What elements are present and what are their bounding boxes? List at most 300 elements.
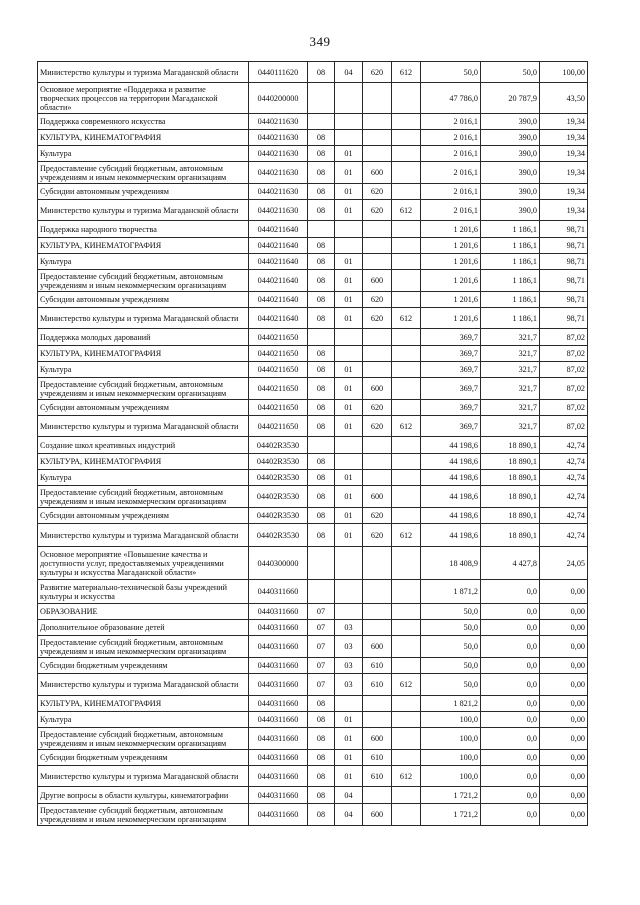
row-kosgu: 612: [392, 62, 421, 83]
row-name: Министерство культуры и туризма Магаданской области: [38, 308, 249, 329]
table-row: [38, 712, 588, 728]
row-section: 08: [308, 200, 335, 221]
row-subsection: [335, 437, 363, 454]
row-planned-amount: 44 198,6: [421, 486, 481, 508]
row-actual-amount: 390,0: [481, 146, 540, 162]
row-name: Предоставление субсидий бюджетным, автономным учреждениям и иным некоммерческим организациям: [38, 378, 249, 400]
row-name: Министерство культуры и туризма Магаданской области: [38, 416, 249, 437]
row-subsection: 01: [335, 200, 363, 221]
row-expense-type: 620: [363, 524, 392, 547]
row-expense-type: 600: [363, 378, 392, 400]
row-section: [308, 329, 335, 346]
row-subsection: 01: [335, 766, 363, 787]
row-planned-amount: 44 198,6: [421, 470, 481, 486]
row-code: 0440211650: [249, 362, 308, 378]
row-actual-amount: 20 787,9: [481, 83, 540, 114]
row-code: 0440211630: [249, 114, 308, 130]
row-actual-amount: 390,0: [481, 114, 540, 130]
row-percent: 0,00: [540, 658, 588, 674]
row-section: 08: [308, 750, 335, 766]
row-name: Культура: [38, 362, 249, 378]
row-name: Предоставление субсидий бюджетным, автономным учреждениям и иным некоммерческим организациям: [38, 162, 249, 184]
row-percent: 87,02: [540, 346, 588, 362]
row-section: 07: [308, 636, 335, 658]
row-kosgu: 612: [392, 524, 421, 547]
row-percent: 0,00: [540, 696, 588, 712]
row-kosgu: [392, 750, 421, 766]
row-actual-amount: 1 186,1: [481, 308, 540, 329]
row-actual-amount: 1 186,1: [481, 270, 540, 292]
table-row: [38, 83, 588, 114]
row-kosgu: [392, 787, 421, 804]
row-name: КУЛЬТУРА, КИНЕМАТОГРАФИЯ: [38, 130, 249, 146]
row-planned-amount: 50,0: [421, 62, 481, 83]
row-section: 08: [308, 766, 335, 787]
row-actual-amount: 390,0: [481, 200, 540, 221]
budget-table: [37, 61, 588, 826]
row-subsection: 03: [335, 636, 363, 658]
row-subsection: [335, 329, 363, 346]
row-name: Дополнительное образование детей: [38, 620, 249, 636]
row-section: 08: [308, 787, 335, 804]
row-code: 04402R3530: [249, 524, 308, 547]
row-code: 0440311660: [249, 580, 308, 604]
row-section: 08: [308, 400, 335, 416]
table-row: [38, 674, 588, 696]
row-expense-type: [363, 580, 392, 604]
row-percent: 0,00: [540, 787, 588, 804]
row-subsection: 01: [335, 400, 363, 416]
row-expense-type: [363, 83, 392, 114]
row-kosgu: [392, 658, 421, 674]
row-subsection: [335, 114, 363, 130]
row-expense-type: 620: [363, 184, 392, 200]
row-expense-type: [363, 362, 392, 378]
row-expense-type: [363, 130, 392, 146]
row-code: 0440211650: [249, 400, 308, 416]
row-expense-type: 620: [363, 508, 392, 524]
row-section: [308, 547, 335, 580]
row-expense-type: 610: [363, 750, 392, 766]
row-percent: 19,34: [540, 114, 588, 130]
row-kosgu: [392, 620, 421, 636]
row-percent: 98,71: [540, 308, 588, 329]
row-actual-amount: 321,7: [481, 346, 540, 362]
row-subsection: [335, 83, 363, 114]
row-kosgu: 612: [392, 766, 421, 787]
row-code: 0440211650: [249, 329, 308, 346]
row-percent: 98,71: [540, 238, 588, 254]
row-code: 0440211630: [249, 146, 308, 162]
row-kosgu: [392, 362, 421, 378]
row-code: 0440311660: [249, 620, 308, 636]
row-subsection: 01: [335, 292, 363, 308]
row-code: 0440211640: [249, 270, 308, 292]
row-expense-type: 600: [363, 270, 392, 292]
row-planned-amount: 100,0: [421, 766, 481, 787]
table-row: [38, 292, 588, 308]
row-name: Основное мероприятие «Поддержка и развитие творческих процессов на территории Магаданской области»: [38, 83, 249, 114]
row-kosgu: [392, 636, 421, 658]
row-actual-amount: 4 427,8: [481, 547, 540, 580]
row-subsection: 03: [335, 620, 363, 636]
row-section: 08: [308, 728, 335, 750]
row-percent: 42,74: [540, 508, 588, 524]
row-planned-amount: 1 201,6: [421, 238, 481, 254]
row-kosgu: [392, 378, 421, 400]
row-expense-type: 610: [363, 674, 392, 696]
row-subsection: [335, 346, 363, 362]
row-planned-amount: 369,7: [421, 362, 481, 378]
row-kosgu: 612: [392, 308, 421, 329]
table-row: [38, 162, 588, 184]
table-row: [38, 200, 588, 221]
row-code: 0440311660: [249, 636, 308, 658]
row-code: 04402R3530: [249, 486, 308, 508]
row-name: ОБРАЗОВАНИЕ: [38, 604, 249, 620]
row-subsection: 01: [335, 378, 363, 400]
row-name: Поддержка молодых дарований: [38, 329, 249, 346]
row-percent: 0,00: [540, 712, 588, 728]
row-subsection: 03: [335, 658, 363, 674]
row-section: 07: [308, 658, 335, 674]
row-section: 08: [308, 308, 335, 329]
row-kosgu: [392, 83, 421, 114]
row-kosgu: [392, 437, 421, 454]
row-expense-type: 600: [363, 486, 392, 508]
table-row: [38, 470, 588, 486]
row-subsection: 01: [335, 270, 363, 292]
row-section: 08: [308, 62, 335, 83]
row-percent: 0,00: [540, 620, 588, 636]
row-code: 0440111620: [249, 62, 308, 83]
row-code: 0440211640: [249, 292, 308, 308]
row-planned-amount: 2 016,1: [421, 146, 481, 162]
row-section: 07: [308, 674, 335, 696]
table-row: [38, 400, 588, 416]
row-name: Субсидии бюджетным учреждениям: [38, 750, 249, 766]
row-code: 0440211650: [249, 378, 308, 400]
row-section: 08: [308, 416, 335, 437]
row-name: Создание школ креативных индустрий: [38, 437, 249, 454]
row-subsection: 01: [335, 470, 363, 486]
row-subsection: 01: [335, 362, 363, 378]
row-expense-type: 620: [363, 308, 392, 329]
row-kosgu: [392, 470, 421, 486]
row-kosgu: [392, 454, 421, 470]
row-name: Министерство культуры и туризма Магаданской области: [38, 62, 249, 83]
row-kosgu: [392, 508, 421, 524]
row-subsection: 04: [335, 804, 363, 826]
row-subsection: 01: [335, 416, 363, 437]
row-expense-type: [363, 547, 392, 580]
row-kosgu: [392, 270, 421, 292]
table-row: [38, 346, 588, 362]
row-name: КУЛЬТУРА, КИНЕМАТОГРАФИЯ: [38, 696, 249, 712]
row-expense-type: [363, 696, 392, 712]
table-row: [38, 146, 588, 162]
row-percent: 100,00: [540, 62, 588, 83]
row-expense-type: 600: [363, 636, 392, 658]
row-kosgu: [392, 400, 421, 416]
row-expense-type: [363, 254, 392, 270]
row-planned-amount: 1 721,2: [421, 804, 481, 826]
row-expense-type: [363, 238, 392, 254]
row-planned-amount: 1 721,2: [421, 787, 481, 804]
row-section: 08: [308, 508, 335, 524]
row-name: Субсидии автономным учреждениям: [38, 184, 249, 200]
row-expense-type: 600: [363, 728, 392, 750]
table-row: [38, 766, 588, 787]
row-planned-amount: 2 016,1: [421, 114, 481, 130]
row-name: КУЛЬТУРА, КИНЕМАТОГРАФИЯ: [38, 346, 249, 362]
row-section: 08: [308, 524, 335, 547]
row-percent: 19,34: [540, 146, 588, 162]
row-subsection: 01: [335, 162, 363, 184]
table-row: [38, 454, 588, 470]
row-code: 0440211640: [249, 221, 308, 238]
row-percent: 0,00: [540, 604, 588, 620]
row-planned-amount: 44 198,6: [421, 524, 481, 547]
row-planned-amount: 100,0: [421, 728, 481, 750]
table-row: [38, 636, 588, 658]
row-actual-amount: 321,7: [481, 400, 540, 416]
table-row: [38, 620, 588, 636]
table-row: [38, 130, 588, 146]
row-name: Культура: [38, 254, 249, 270]
row-section: [308, 437, 335, 454]
row-code: 0440211650: [249, 346, 308, 362]
row-actual-amount: 50,0: [481, 62, 540, 83]
row-expense-type: 620: [363, 292, 392, 308]
row-actual-amount: 0,0: [481, 604, 540, 620]
row-percent: 0,00: [540, 766, 588, 787]
row-percent: 43,50: [540, 83, 588, 114]
table-row: [38, 486, 588, 508]
row-actual-amount: 18 890,1: [481, 454, 540, 470]
row-planned-amount: 1 201,6: [421, 292, 481, 308]
row-section: 08: [308, 270, 335, 292]
table-row: [38, 696, 588, 712]
row-kosgu: [392, 162, 421, 184]
row-kosgu: 612: [392, 200, 421, 221]
row-planned-amount: 44 198,6: [421, 437, 481, 454]
row-code: 04402R3530: [249, 454, 308, 470]
row-name: Предоставление субсидий бюджетным, автономным учреждениям и иным некоммерческим организациям: [38, 270, 249, 292]
row-code: 0440211650: [249, 416, 308, 437]
table-row: [38, 508, 588, 524]
row-subsection: 01: [335, 486, 363, 508]
row-code: 0440211640: [249, 308, 308, 329]
table-row: [38, 270, 588, 292]
row-kosgu: [392, 184, 421, 200]
row-actual-amount: 0,0: [481, 696, 540, 712]
row-percent: 87,02: [540, 378, 588, 400]
table-row: [38, 750, 588, 766]
row-subsection: [335, 547, 363, 580]
row-subsection: 01: [335, 728, 363, 750]
row-code: 0440311660: [249, 696, 308, 712]
row-code: 0440311660: [249, 604, 308, 620]
row-section: [308, 580, 335, 604]
row-percent: 42,74: [540, 486, 588, 508]
row-planned-amount: 1 821,2: [421, 696, 481, 712]
row-section: 08: [308, 486, 335, 508]
row-expense-type: [363, 712, 392, 728]
row-percent: 19,34: [540, 200, 588, 221]
row-expense-type: [363, 346, 392, 362]
row-code: 0440211630: [249, 162, 308, 184]
row-planned-amount: 369,7: [421, 400, 481, 416]
row-kosgu: [392, 292, 421, 308]
row-expense-type: [363, 437, 392, 454]
row-actual-amount: 18 890,1: [481, 524, 540, 547]
row-percent: 87,02: [540, 416, 588, 437]
row-code: 0440311660: [249, 766, 308, 787]
row-section: 07: [308, 620, 335, 636]
row-planned-amount: 1 201,6: [421, 308, 481, 329]
row-kosgu: [392, 146, 421, 162]
row-code: 04402R3530: [249, 437, 308, 454]
row-name: Развитие материально-технической базы учреждений культуры и искусства: [38, 580, 249, 604]
row-percent: 42,74: [540, 470, 588, 486]
row-subsection: [335, 580, 363, 604]
row-name: Предоставление субсидий бюджетным, автономным учреждениям и иным некоммерческим организациям: [38, 804, 249, 826]
row-expense-type: [363, 604, 392, 620]
row-kosgu: 612: [392, 674, 421, 696]
row-planned-amount: 50,0: [421, 636, 481, 658]
row-code: 0440311660: [249, 658, 308, 674]
row-actual-amount: 1 186,1: [481, 238, 540, 254]
row-subsection: 04: [335, 787, 363, 804]
row-percent: 0,00: [540, 728, 588, 750]
row-name: Предоставление субсидий бюджетным, автономным учреждениям и иным некоммерческим организациям: [38, 486, 249, 508]
row-name: Субсидии бюджетным учреждениям: [38, 658, 249, 674]
row-name: КУЛЬТУРА, КИНЕМАТОГРАФИЯ: [38, 454, 249, 470]
row-section: 08: [308, 804, 335, 826]
row-actual-amount: 0,0: [481, 712, 540, 728]
row-actual-amount: 18 890,1: [481, 437, 540, 454]
row-subsection: [335, 221, 363, 238]
row-actual-amount: 0,0: [481, 658, 540, 674]
row-planned-amount: 369,7: [421, 416, 481, 437]
row-actual-amount: 1 186,1: [481, 221, 540, 238]
row-code: 04402R3530: [249, 470, 308, 486]
row-percent: 87,02: [540, 329, 588, 346]
row-expense-type: 600: [363, 162, 392, 184]
row-percent: 19,34: [540, 130, 588, 146]
row-planned-amount: 369,7: [421, 378, 481, 400]
row-kosgu: [392, 114, 421, 130]
row-percent: 98,71: [540, 292, 588, 308]
row-subsection: [335, 238, 363, 254]
row-planned-amount: 50,0: [421, 658, 481, 674]
table-row: [38, 804, 588, 826]
row-code: 0440211640: [249, 254, 308, 270]
table-row: [38, 254, 588, 270]
row-planned-amount: 44 198,6: [421, 454, 481, 470]
row-code: 0440200000: [249, 83, 308, 114]
row-kosgu: [392, 712, 421, 728]
row-section: [308, 83, 335, 114]
row-percent: 42,74: [540, 454, 588, 470]
table-row: [38, 184, 588, 200]
row-subsection: 01: [335, 184, 363, 200]
row-kosgu: [392, 254, 421, 270]
row-name: Министерство культуры и туризма Магаданской области: [38, 766, 249, 787]
row-name: Министерство культуры и туризма Магаданской области: [38, 524, 249, 547]
row-expense-type: 620: [363, 400, 392, 416]
row-kosgu: [392, 130, 421, 146]
row-section: 08: [308, 254, 335, 270]
table-row: [38, 62, 588, 83]
row-section: 08: [308, 454, 335, 470]
row-actual-amount: 0,0: [481, 787, 540, 804]
table-row: [38, 378, 588, 400]
row-actual-amount: 0,0: [481, 750, 540, 766]
row-subsection: 01: [335, 750, 363, 766]
row-section: 08: [308, 146, 335, 162]
row-name: Другие вопросы в области культуры, кинематографии: [38, 787, 249, 804]
page-number: 349: [309, 34, 331, 49]
row-expense-type: 600: [363, 804, 392, 826]
row-actual-amount: 0,0: [481, 804, 540, 826]
row-percent: 0,00: [540, 750, 588, 766]
row-percent: 87,02: [540, 400, 588, 416]
row-subsection: 01: [335, 308, 363, 329]
row-kosgu: [392, 804, 421, 826]
row-code: 0440300000: [249, 547, 308, 580]
row-section: [308, 221, 335, 238]
row-code: 0440311660: [249, 750, 308, 766]
row-percent: 42,74: [540, 524, 588, 547]
row-name: Поддержка современного искусства: [38, 114, 249, 130]
row-planned-amount: 50,0: [421, 620, 481, 636]
row-subsection: 01: [335, 146, 363, 162]
row-expense-type: [363, 470, 392, 486]
row-actual-amount: 0,0: [481, 728, 540, 750]
table-row: [38, 658, 588, 674]
row-name: Поддержка народного творчества: [38, 221, 249, 238]
row-percent: 98,71: [540, 270, 588, 292]
row-code: 0440311660: [249, 728, 308, 750]
row-expense-type: 610: [363, 658, 392, 674]
row-section: 08: [308, 346, 335, 362]
row-code: 0440211630: [249, 130, 308, 146]
row-percent: 19,34: [540, 162, 588, 184]
row-actual-amount: 321,7: [481, 378, 540, 400]
row-percent: 0,00: [540, 804, 588, 826]
row-kosgu: 612: [392, 416, 421, 437]
row-actual-amount: 18 890,1: [481, 486, 540, 508]
row-expense-type: [363, 146, 392, 162]
row-kosgu: [392, 329, 421, 346]
row-subsection: 01: [335, 524, 363, 547]
row-kosgu: [392, 486, 421, 508]
row-planned-amount: 47 786,0: [421, 83, 481, 114]
row-planned-amount: 100,0: [421, 750, 481, 766]
row-expense-type: [363, 620, 392, 636]
row-planned-amount: 369,7: [421, 346, 481, 362]
row-expense-type: 620: [363, 62, 392, 83]
row-name: Субсидии автономным учреждениям: [38, 292, 249, 308]
table-row: [38, 221, 588, 238]
table-row: [38, 308, 588, 329]
row-kosgu: [392, 580, 421, 604]
row-subsection: 04: [335, 62, 363, 83]
row-expense-type: [363, 329, 392, 346]
row-section: [308, 114, 335, 130]
